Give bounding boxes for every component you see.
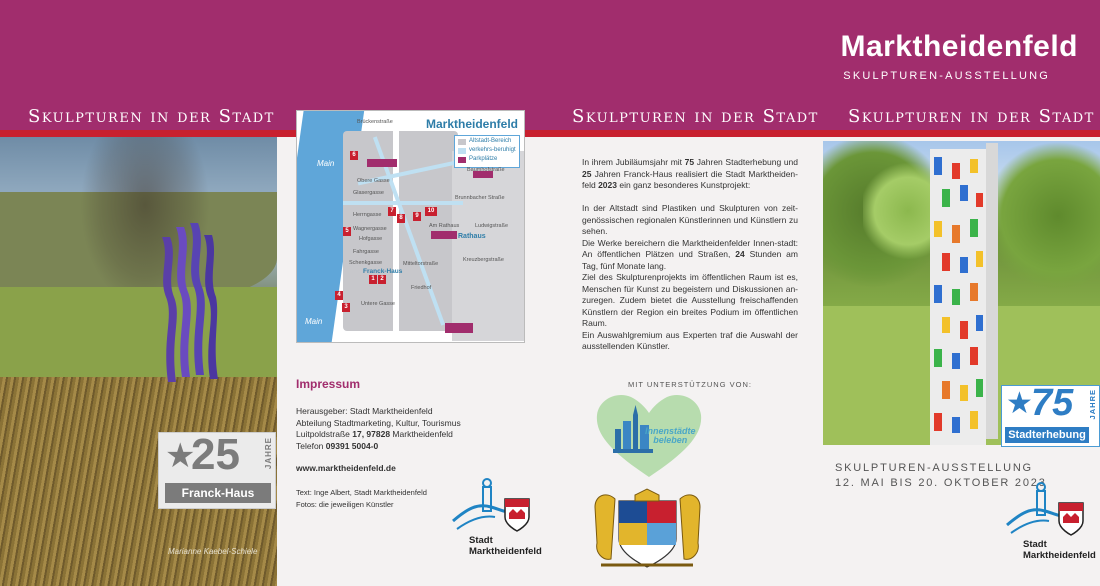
text: Marktheidenfeld: [390, 429, 453, 439]
text: 2023: [598, 180, 617, 190]
map-street-label: Fahrgasse: [353, 249, 379, 255]
map-marker: 8: [397, 214, 405, 223]
legend-label: Altstadt-Bereich: [469, 138, 512, 144]
photo-panel-sculpture-pillar: [823, 137, 1100, 586]
map-street-label: Glasergasse: [353, 190, 384, 196]
legend-row: [458, 156, 516, 163]
map-impressum-panel: [277, 117, 545, 586]
intro-text-panel: [545, 137, 823, 586]
text: ein ganz besonderes Kunstprojekt:: [617, 180, 751, 190]
brand-title: Marktheidenfeld: [840, 30, 1078, 63]
map-marker: 4: [335, 291, 343, 300]
map-rathaus-label: Rathaus: [458, 233, 486, 240]
map-marker: 3: [342, 303, 350, 312]
map-river-label: Main: [317, 159, 335, 168]
text: Luitpoldstraße: [296, 429, 353, 439]
text: 09391 5004-0: [325, 440, 379, 451]
map-street-label: Schenkgasse: [349, 260, 383, 266]
paragraph: Ziel des Skulpturenprojekts im öffentlichen Raum ist es, Menschen für Kunst zu begeistern und Diskussionen an-zuregen. Zudem bietet die Ausstellung freischaffenden Künstlern der Region ein breites Podium im öffentlichen Raum.: [582, 272, 798, 328]
brand-subtitle: SKULPTUREN-AUSSTELLUNG: [843, 70, 1050, 82]
heart-text-line: beleben: [653, 435, 688, 445]
map-marker: 9: [413, 212, 421, 221]
legend-swatch: [458, 139, 466, 145]
intro-text: [582, 157, 798, 364]
photo-panel-sculpture-purple: [0, 137, 277, 586]
text: 25: [582, 168, 592, 179]
logo-line: Stadt: [1023, 539, 1047, 550]
badge-number: 25: [191, 430, 240, 479]
impressum-line: [296, 429, 461, 441]
purple-wave-sculpture: [158, 217, 220, 382]
bavarian-coat-of-arms-icon: [591, 487, 704, 570]
section-heading-middle: Skulpturen in der Stadt: [572, 106, 819, 127]
impressum-title: Impressum: [296, 377, 361, 391]
map-street-label: Hofgasse: [359, 236, 383, 242]
paragraph: [582, 157, 798, 192]
legend-label: verkehrs-beruhigt: [469, 147, 516, 153]
impressum-address: [296, 406, 461, 452]
map-street-label: Ludwigstraße: [475, 223, 509, 229]
photo-tree: [988, 141, 1100, 291]
map-street-main: [393, 121, 399, 341]
logo-name: [469, 535, 542, 557]
map-legend: [454, 135, 520, 168]
jubilee-badge-25-franck-haus: [158, 432, 276, 509]
credit-line: Fotos: die jeweiligen Künstler: [296, 499, 394, 509]
section-heading-left: Skulpturen in der Stadt: [28, 106, 275, 127]
map-street-label: Franck-Haus: [363, 268, 403, 275]
photo-credit: Marianne Kaebel-Schiele: [168, 547, 258, 556]
credit-line: Text: Inge Albert, Stadt Marktheidenfeld: [296, 488, 427, 497]
text: Jahren Franck-Haus realisiert die Stadt Marktheiden-feld: [582, 168, 798, 190]
map-street-label: Kreuzbergstraße: [463, 257, 504, 263]
map-marker: 2: [378, 275, 386, 284]
website-link[interactable]: www.marktheidenfeld.de: [296, 463, 396, 473]
logo-line: Stadt: [469, 535, 493, 546]
heart-logo-text: [645, 427, 696, 445]
legend-row: [458, 138, 516, 145]
exhibition-dates: 12. MAI BIS 20. OKTOBER 2023: [835, 477, 1047, 489]
photo-meadow: [0, 287, 277, 377]
map-street-label: Brunnbacher Straße: [455, 195, 505, 201]
city-map: [296, 110, 525, 343]
map-street-label: Friedhof: [411, 285, 432, 291]
badge-jahre: JAHRE: [264, 437, 273, 470]
map-street-label: Wagnergasse: [353, 226, 387, 232]
map-street-label: Brückenstraße: [357, 119, 393, 125]
badge-label: Stadterhebung: [1005, 427, 1089, 443]
map-parking: [367, 159, 397, 167]
legend-row: [458, 147, 516, 154]
star-icon: ★: [165, 437, 196, 475]
map-title: Marktheidenfeld: [425, 117, 518, 131]
impressum-line: Abteilung Stadtmarketing, Kultur, Tourismus: [296, 417, 461, 428]
badge-jahre: JAHRE: [1088, 389, 1097, 420]
text: 24: [735, 249, 745, 259]
paragraph: Ein Auswahlgremium aus Experten traf die Auswahl der ausstellenden Künstler.: [582, 329, 798, 351]
map-parking: [431, 231, 457, 239]
map-blocks: [452, 151, 525, 341]
logo-line: Marktheidenfeld: [1023, 550, 1096, 561]
text: In ihrem Jubiläumsjahr mit: [582, 157, 685, 167]
badge-number: 75: [1031, 382, 1074, 424]
colorful-pillar-sculpture: [930, 149, 986, 445]
text: 17, 97828: [352, 429, 391, 439]
paragraph: In der Altstadt sind Plastiken und Skulpturen von zeit-genössischen regionalen Künstlerinnen und Künstlern zu sehen.: [582, 203, 798, 236]
badge-label: Franck-Haus: [165, 483, 271, 503]
star-icon: ★: [1006, 387, 1033, 420]
impressum-credits: [296, 487, 427, 510]
pillar-side: [986, 143, 998, 439]
text: Jahren Stadterhebung und: [694, 157, 798, 167]
text: Stunden am Tag, fünf Monate lang.: [582, 249, 798, 271]
logo-name: [1023, 539, 1096, 561]
legend-swatch: [458, 148, 466, 154]
legend-swatch: [458, 157, 466, 163]
city-logo-emblem: [1001, 477, 1096, 539]
pillar-color-pattern: [930, 149, 986, 445]
map-marker: 7: [388, 207, 396, 216]
city-logo: [1001, 477, 1096, 572]
impressum-line: Herausgeber: Stadt Marktheidenfeld: [296, 406, 433, 416]
map-street-label: Mitteltorstraße: [403, 261, 439, 267]
impressum-line: [296, 441, 461, 453]
map-parking: [445, 323, 473, 333]
map-street-calm: [343, 201, 463, 205]
map-marker: 5: [343, 227, 351, 236]
support-label: MIT UNTERSTÜTZUNG VON:: [628, 380, 752, 389]
city-logo-emblem: [447, 473, 542, 535]
map-street-label: Baumhofstraße: [467, 167, 505, 173]
map-river-label: Main: [305, 317, 323, 326]
map-street-label: Obere Gasse: [357, 178, 390, 184]
section-heading-right: Skulpturen in der Stadt: [848, 106, 1095, 127]
header-red-line: [0, 130, 1100, 137]
logo-line: Marktheidenfeld: [469, 546, 542, 557]
paragraph: [582, 238, 798, 273]
map-marker: 1: [369, 275, 377, 284]
map-marker: 6: [350, 151, 358, 160]
city-logo: [447, 473, 542, 568]
map-street-label: Am Rathaus: [429, 223, 460, 229]
map-street-label: Herrngasse: [353, 212, 382, 218]
map-street-label: Untere Gasse: [361, 301, 395, 307]
text: Die Werke bereichern die Marktheidenfelder Innen-stadt: An öffentlichen Plätzen und Straßen,: [582, 237, 798, 259]
text: 75: [684, 157, 695, 167]
map-marker: 10: [425, 207, 437, 216]
legend-label: Parkplätze: [469, 156, 498, 162]
exhibition-title: SKULPTUREN-AUSSTELLUNG: [835, 462, 1033, 474]
heart-text-line: Innenstädte: [645, 426, 696, 436]
jubilee-badge-75-stadterhebung: [1001, 382, 1100, 447]
text: Telefon: [296, 440, 326, 451]
